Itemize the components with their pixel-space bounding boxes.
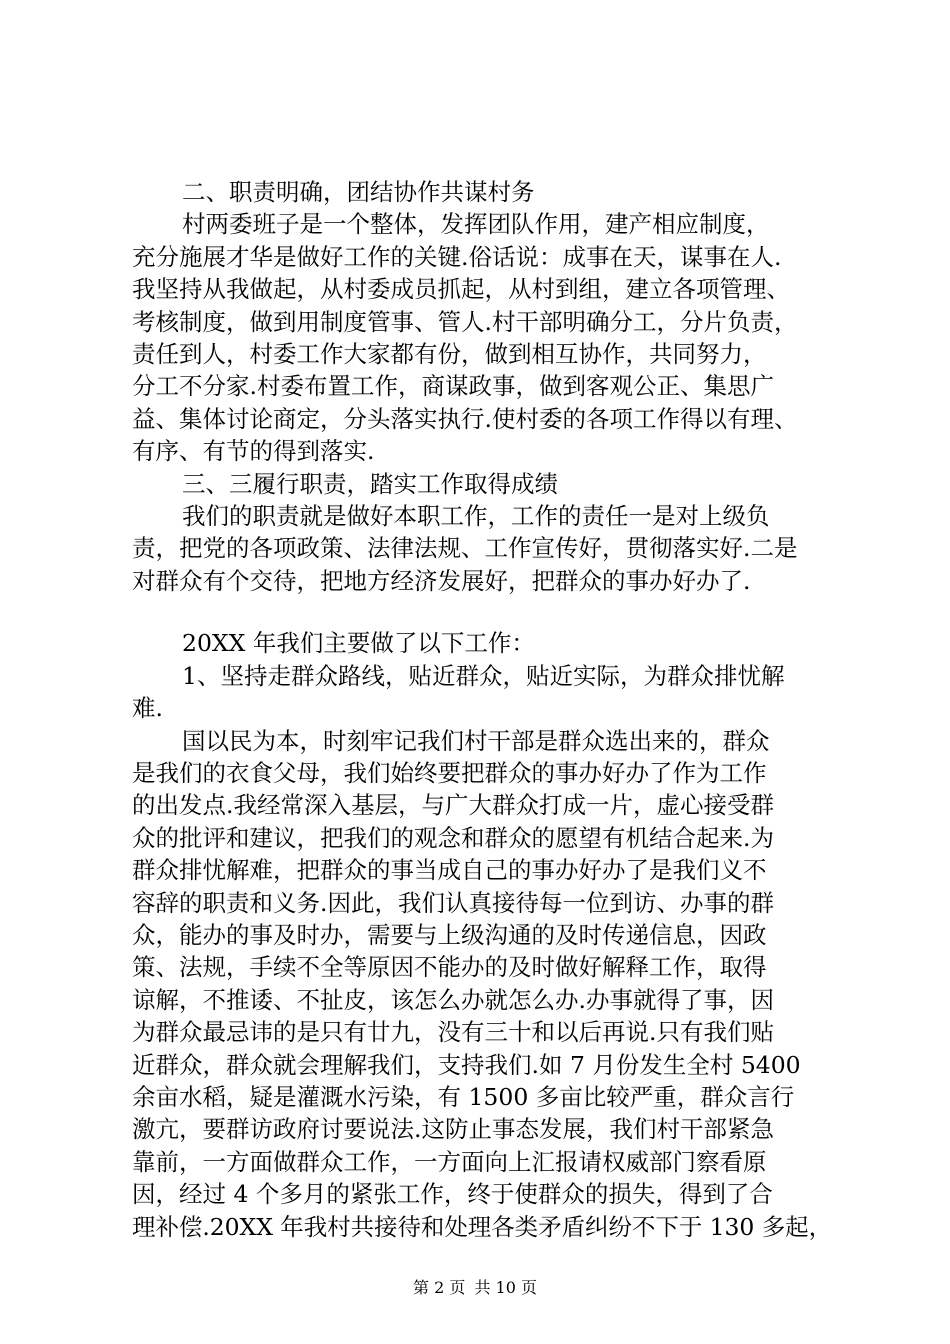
text-line: 我坚持从我做起，从村委成员抓起，从村到组，建立各项管理、 (132, 275, 790, 304)
text-line: 激亢，要群访政府讨要说法.这防止事态发展，我们村干部紧急 (132, 1115, 774, 1144)
text-line: 策、法规，手续不全等原因不能办的及时做好解释工作，取得 (132, 953, 767, 982)
text-line: 20XX 年我们主要做了以下工作： (182, 629, 535, 658)
text-line: 众，能办的事及时办，需要与上级沟通的及时传递信息，因政 (132, 920, 767, 949)
paragraph (132, 176, 832, 208)
text-line: 群众排忧解难，把群众的事当成自己的事办好办了是我们义不 (132, 856, 767, 885)
page-number: 第 2 页 (413, 1278, 466, 1297)
text-line: 我们的职责就是做好本职工作，工作的责任一是对上级负 (182, 502, 770, 531)
text-line: 分工不分家.村委布置工作，商谋政事，做到客观公正、集思广 (132, 372, 774, 401)
text-line: 为群众最忌讳的是只有廿九，没有三十和以后再说.只有我们贴 (132, 1018, 774, 1047)
text-line: 容辞的职责和义务.因此，我们认真接待每一位到访、办事的群 (132, 888, 774, 917)
text-line: 是我们的衣食父母，我们始终要把群众的事办好办了作为工作 (132, 758, 767, 787)
text-line: 责，把党的各项政策、法律法规、工作宣传好，贯彻落实好.二是 (132, 534, 798, 563)
text-line: 三、三履行职责，踏实工作取得成绩 (182, 469, 558, 498)
text-line: 有序、有节的得到落实. (132, 437, 375, 466)
text-line: 近群众，群众就会理解我们，支持我们.如 7 月份发生全村 5400 (132, 1050, 801, 1079)
text-line: 益、集体讨论商定，分头落实执行.使村委的各项工作得以有理、 (132, 404, 798, 433)
paragraph (132, 725, 832, 1244)
text-line: 考核制度，做到用制度管事、管人.村干部明确分工，分片负责， (132, 307, 798, 336)
document-body (132, 176, 832, 1243)
text-line: 众的批评和建议，把我们的观念和群众的愿望有机结合起来.为 (132, 823, 774, 852)
text-line: 的出发点.我经常深入基层，与广大群众打成一片，虚心接受群 (132, 791, 774, 820)
text-line: 难. (132, 694, 163, 723)
text-line: 因，经过 4 个多月的紧张工作，终于使群众的损失，得到了合 (132, 1180, 773, 1209)
paragraph (132, 500, 832, 597)
text-line: 二、职责明确，团结协作共谋村务 (182, 178, 535, 206)
page-total: 共 10 页 (474, 1278, 537, 1297)
text-line: 村两委班子是一个整体，发挥团队作用，建产相应制度， (182, 210, 770, 239)
page-footer (0, 1275, 950, 1298)
paragraph (132, 627, 832, 659)
text-line: 靠前，一方面做群众工作，一方面向上汇报请权威部门察看原 (132, 1147, 767, 1176)
text-line: 余亩水稻，疑是灌溉水污染，有 1500 多亩比较严重，群众言行 (132, 1082, 795, 1111)
text-line: 谅解，不推诿、不扯皮，该怎么办就怎么办.办事就得了事，因 (132, 985, 774, 1014)
text-line: 理补偿.20XX 年我村共接待和处理各类矛盾纠纷不下于 130 多起， (132, 1212, 833, 1241)
text-line: 1、坚持走群众路线，贴近群众，贴近实际，为群众排忧解 (182, 661, 785, 690)
paragraph (132, 208, 832, 467)
text-line: 责任到人，村委工作大家都有份，做到相互协作，共同努力， (132, 340, 767, 369)
text-line: 对群众有个交待，把地方经济发展好，把群众的事办好办了. (132, 566, 751, 595)
paragraph-gap (132, 597, 832, 627)
paragraph (132, 660, 832, 725)
text-line: 充分施展才华是做好工作的关键.俗话说：成事在天，谋事在人. (132, 242, 782, 271)
paragraph (132, 468, 832, 500)
text-line: 国以民为本，时刻牢记我们村干部是群众选出来的，群众 (182, 726, 770, 755)
